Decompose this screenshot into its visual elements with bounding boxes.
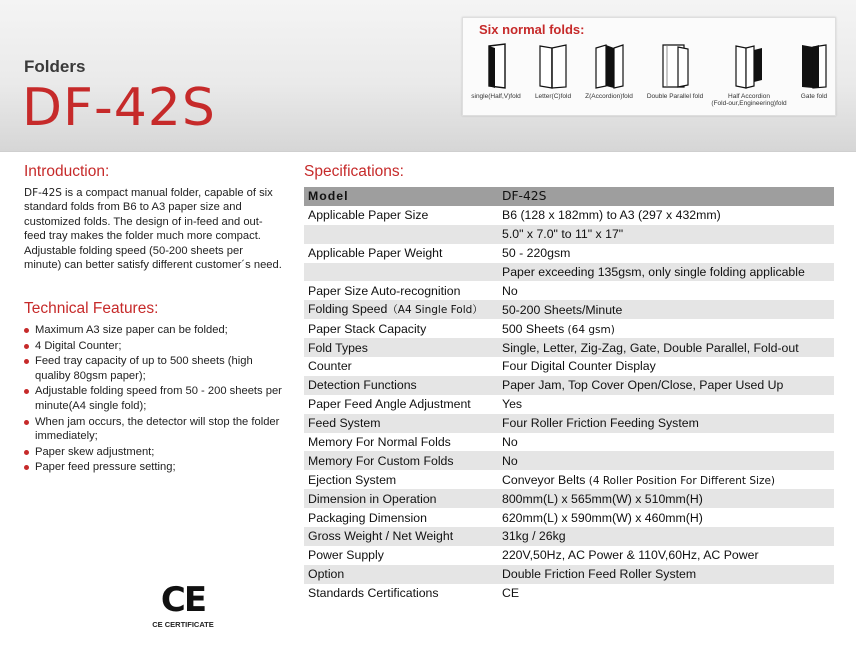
spec-value: 50 - 220gsm	[502, 246, 571, 261]
intro-lead: DF-42S	[24, 187, 62, 199]
spec-value: 800mm(L) x 565mm(W) x 510mm(H)	[498, 489, 834, 508]
spec-row	[304, 565, 834, 584]
feature-item: Maximum A3 size paper can be folded;	[24, 323, 282, 338]
fold-double-parallel: Double Parallel fold	[639, 42, 711, 100]
spec-value: Single, Letter, Zig-Zag, Gate, Double Parallel, Fold-out	[498, 338, 834, 357]
spec-key: Feed System	[304, 414, 498, 433]
spec-key: Memory For Custom Folds	[304, 451, 498, 470]
spec-row	[304, 451, 834, 470]
spec-value: Paper Jam, Top Cover Open/Close, Paper Used Up	[498, 376, 834, 395]
spec-row	[304, 376, 834, 395]
spec-value: 31kg / 26kg	[498, 527, 834, 546]
spec-key: Folding Speed（A4 Single Fold）	[304, 300, 498, 319]
header-banner	[0, 0, 856, 152]
spec-key: Option	[304, 565, 498, 584]
spec-row	[304, 470, 834, 489]
fold-letter: Letter(C)fold	[525, 42, 581, 100]
spec-key: Gross Weight / Net Weight	[304, 527, 498, 546]
specs-header-row	[304, 187, 834, 206]
spec-key: Dimension in Operation	[304, 489, 498, 508]
spec-key: Paper Size Auto-recognition	[308, 283, 461, 298]
spec-value: DF-42S	[498, 187, 834, 206]
spec-key: Applicable Paper Size	[308, 208, 429, 223]
spec-value: 500 Sheets (64 gsm)	[502, 321, 615, 336]
spec-row	[304, 281, 834, 300]
spec-row	[304, 206, 834, 225]
spec-row	[304, 414, 834, 433]
product-category: Folders	[24, 57, 86, 76]
feature-item: Paper skew adjustment;	[24, 445, 282, 460]
feature-item: 4 Digital Counter;	[24, 339, 282, 354]
spec-row	[304, 357, 834, 376]
spec-value: 5.0" x 7.0" to 11" x 17"	[498, 225, 834, 244]
gate-fold-icon	[799, 42, 829, 90]
spec-key: Model	[304, 187, 498, 206]
spec-key: Fold Types	[304, 338, 498, 357]
single-fold-icon	[481, 42, 511, 90]
specs-title: Specifications:	[304, 163, 404, 180]
specs-table	[304, 187, 834, 603]
spec-value: Four Roller Friction Feeding System	[498, 414, 834, 433]
spec-row	[304, 319, 834, 338]
spec-key	[304, 263, 498, 282]
folds-panel	[462, 17, 836, 116]
spec-key: Paper Feed Angle Adjustment	[308, 397, 471, 412]
intro-paragraph	[24, 186, 282, 272]
spec-key: Detection Functions	[304, 376, 498, 395]
fold-gate: Gate fold	[793, 42, 835, 100]
spec-value: No	[498, 451, 834, 470]
fold-single: single(Half,V)fold	[463, 42, 529, 100]
spec-key: Applicable Paper Weight	[308, 246, 443, 261]
spec-value: 620mm(L) x 590mm(W) x 460mm(H)	[502, 510, 703, 525]
spec-value: No	[502, 283, 518, 298]
spec-key: Paper Stack Capacity	[308, 321, 427, 336]
spec-value: Conveyor Belts (4 Roller Position For Different Size)	[502, 472, 776, 487]
spec-value: 50-200 Sheets/Minute	[498, 300, 834, 319]
feature-item: Adjustable folding speed from 50 - 200 sheets per minute(A4 single fold);	[24, 384, 282, 413]
fold-accordion: Z(Accordion)fold	[577, 42, 641, 100]
ce-certificate	[140, 580, 226, 629]
spec-row	[304, 433, 834, 452]
model-title: DF-42S	[22, 78, 216, 138]
intro-body: is a compact manual folder, capable of six standard folds from B6 to A3 paper size and customized folds. The design of in-feed and out-feed tray makes the folder much more compact. Adjustable folding speed (50-200 sheets per minute) can better satisfy different customer´s need.	[24, 187, 282, 272]
spec-key: Memory For Normal Folds	[308, 435, 451, 450]
spec-row	[304, 263, 834, 282]
feature-item: Feed tray capacity of up to 500 sheets (high qualiby 80gsm paper);	[24, 354, 282, 383]
half-accordion-fold-icon	[732, 42, 766, 90]
spec-row	[304, 225, 834, 244]
spec-value: Paper exceeding 135gsm, only single folding applicable	[498, 263, 834, 282]
spec-key: Packaging Dimension	[308, 510, 427, 525]
folds-title: Six normal folds:	[479, 22, 585, 37]
spec-row	[304, 300, 834, 319]
spec-value: CE	[502, 586, 520, 601]
feature-item: When jam occurs, the detector will stop the folder immediately;	[24, 415, 282, 444]
features-title: Technical Features:	[24, 300, 159, 317]
spec-key: Power Supply	[308, 548, 384, 563]
feature-item: Paper feed pressure setting;	[24, 460, 282, 475]
spec-value: Yes	[502, 397, 523, 412]
spec-row	[304, 546, 834, 565]
spec-value: No	[502, 435, 518, 450]
spec-value: Double Friction Feed Roller System	[498, 565, 834, 584]
ce-caption: CE CERTIFICATE	[152, 620, 214, 629]
spec-value: Four Digital Counter Display	[502, 359, 656, 374]
spec-row	[304, 508, 834, 527]
ce-mark-icon: CE	[160, 580, 206, 620]
spec-row	[304, 489, 834, 508]
intro-title: Introduction:	[24, 163, 110, 180]
spec-value: 220V,50Hz, AC Power & 110V,60Hz, AC Power	[502, 548, 759, 563]
spec-row	[304, 395, 834, 414]
accordion-fold-icon	[592, 42, 626, 90]
spec-key: Standards Certifications	[308, 586, 439, 601]
spec-key: Counter	[308, 359, 352, 374]
spec-key: Ejection System	[308, 472, 397, 487]
spec-row	[304, 584, 834, 603]
features-list	[24, 323, 282, 476]
spec-row	[304, 527, 834, 546]
spec-row	[304, 338, 834, 357]
spec-key	[304, 225, 498, 244]
letter-fold-icon	[536, 42, 570, 90]
fold-half-accordion: Half Accordion (Fold-our,Engineering)fold	[709, 42, 789, 107]
double-parallel-fold-icon	[658, 42, 692, 90]
spec-value: B6 (128 x 182mm) to A3 (297 x 432mm)	[502, 208, 721, 223]
spec-row	[304, 244, 834, 263]
